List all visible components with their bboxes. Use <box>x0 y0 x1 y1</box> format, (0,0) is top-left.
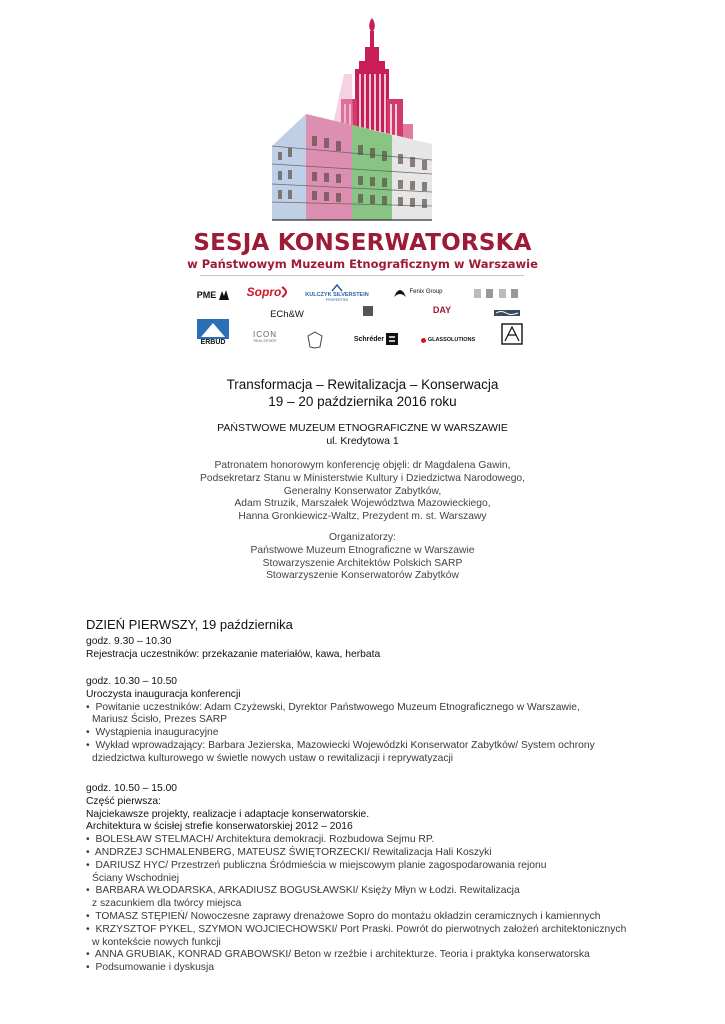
title-divider <box>200 275 524 276</box>
agenda-item: • DARIUSZ HYC/ Przestrzeń publiczna Śródmieścia w miejscowym planie zagospodarowania rejonu <box>86 859 547 871</box>
session-inauguration <box>86 676 646 766</box>
session-time: godz. 9.30 – 10.30 <box>86 636 172 647</box>
sponsor-logo-row-icons <box>474 287 518 299</box>
organizer-item: Stowarzyszenie Konserwatorów Zabytków <box>266 570 459 582</box>
agenda-item: • Wykład wprowadzający: Barbara Jezierska, Mazowiecki Wojewódzki Konserwator Zabytków/ System ochrony <box>86 739 595 751</box>
sponsor-logo-pme: PME <box>193 286 235 304</box>
agenda-item: • BOLESŁAW STELMACH/ Architektura demokracji. Rozbudowa Sejmu RP. <box>86 834 435 846</box>
organizer-item: Stowarzyszenie Architektów Polskich SARP <box>262 557 463 569</box>
organizer-item: Państwowe Muzeum Etnograficzne w Warszawie <box>250 544 475 556</box>
venue-block <box>0 422 725 448</box>
patronage-line: Patronatem honorowym konferencję objęli: dr Magdalena Gawin, <box>214 460 511 471</box>
event-subtitle: w Państwowym Muzeum Etnograficznym w Warszawie <box>187 257 538 271</box>
sponsor-logo-glassolutions: GLASSOLUTIONS <box>420 334 476 346</box>
event-title: SESJA KONSERWATORSKA <box>193 230 532 256</box>
organizers-block <box>0 532 725 583</box>
session-time: godz. 10.50 – 15.00 <box>86 783 178 794</box>
agenda-item-continued: z szacunkiem dla twórcy miejsca <box>92 898 242 910</box>
session-part-one <box>86 783 646 975</box>
sponsor-logo-schreder: Schréder <box>350 332 402 346</box>
conference-theme <box>0 376 725 410</box>
agenda-item-continued: Ściany Wschodniej <box>92 872 179 884</box>
patronage-line: Adam Struzik, Marszałek Województwa Mazowieckiego, <box>234 498 491 510</box>
sponsor-logo-wave <box>492 308 522 318</box>
sponsor-logo-kulczyk-silverstein: KULCZYK SILVERSTEIN PROPERTIES <box>300 283 374 303</box>
session-title: Architektura w ścisłej strefie konserwatorskiej 2012 – 2016 <box>86 821 353 833</box>
sponsor-logo-fenix-group: Fenix Group <box>388 283 448 301</box>
conference-dates: 19 – 20 października 2016 roku <box>268 394 457 409</box>
agenda-item-continued: Mariusz Ścisło, Prezes SARP <box>92 714 228 726</box>
sponsor-logo-sopro: Sopro <box>246 282 292 302</box>
agenda-item: • Wystąpienia inauguracyjne <box>86 727 219 739</box>
session-title: Najciekawsze projekty, realizacje i adaptacje konserwatorskie. <box>86 808 370 820</box>
organizers-heading: Organizatorzy: <box>329 532 396 543</box>
agenda-item: • ANDRZEJ SCHMALENBERG, MATEUSZ ŚWIĘTORZECKI/ Rewitalizacja Hali Koszyki <box>86 846 492 858</box>
agenda-item: • Powitanie uczestników: Adam Czyżewski, Dyrektor Państwowego Muzeum Etnograficznego w Warszawie, <box>86 701 580 713</box>
session-part-label: Część pierwsza: <box>86 795 161 807</box>
agenda-item: • Podsumowanie i dyskusja <box>86 962 214 974</box>
sponsor-logo-day: DAY <box>432 305 452 315</box>
honorary-patronage <box>0 460 725 524</box>
sponsor-logo-icon-real-estate: ICON REAL ESTATE <box>253 329 277 343</box>
session-title: Uroczysta inauguracja konferencji <box>86 688 241 700</box>
sponsor-logo-crest <box>304 329 326 351</box>
patronage-line: Podsekretarz Stanu w Ministerstwie Kultury i Dziedzictwa Narodowego, <box>199 472 526 484</box>
venue-address: ul. Kredytowa 1 <box>326 435 399 447</box>
agenda-item: • BARBARA WŁODARSKA, ARKADIUSZ BOGUSŁAWSKI/ Księży Młyn w Łodzi. Rewitalizacja <box>86 885 520 897</box>
agenda-item-continued: dziedzictwa kulturowego w świetle nowych ustaw o rewitalizacji i reprywatyzacji <box>92 752 454 764</box>
venue-name: PAŃSTWOWE MUZEUM ETNOGRAFICZNE W WARSZAWIE <box>217 422 508 434</box>
day-one-heading: DZIEŃ PIERWSZY, 19 października <box>86 617 293 632</box>
sponsor-logo-monogram <box>500 322 524 346</box>
agenda-item-continued: w kontekście nowych funkcji <box>92 936 221 948</box>
agenda-item: • KRZYSZTOF PYKEL, SZYMON WOJCIECHOWSKI/ Port Praski. Powrót do pierwotnych założeń architektonicznych <box>86 923 627 935</box>
agenda-item: • TOMASZ STĘPIEŃ/ Nowoczesne zaprawy drenażowe Sopro do montażu okładzin ceramicznych i kamiennych <box>86 910 601 922</box>
sponsor-logo-erbud: ERBUD <box>196 316 230 348</box>
session-time: godz. 10.30 – 10.50 <box>86 676 178 687</box>
theme-line: Transformacja – Rewitalizacja – Konserwacja <box>226 377 499 392</box>
session-title: Rejestracja uczestników: przekazanie materiałów, kawa, herbata <box>86 648 381 660</box>
palace-building-illustration <box>232 14 446 224</box>
patronage-line: Generalny Konserwator Zabytków, <box>283 485 442 497</box>
session-registration <box>86 636 646 662</box>
sponsor-logo-small-mark <box>362 305 374 317</box>
agenda-item: • ANNA GRUBIAK, KONRAD GRABOWSKI/ Beton w rzeźbie i architekturze. Teoria i praktyka konserwatorska <box>86 949 590 961</box>
patronage-line: Hanna Gronkiewicz-Waltz, Prezydent m. st. Warszawy <box>238 511 487 523</box>
sponsor-logo-ech-w: ECh&W <box>270 308 304 320</box>
